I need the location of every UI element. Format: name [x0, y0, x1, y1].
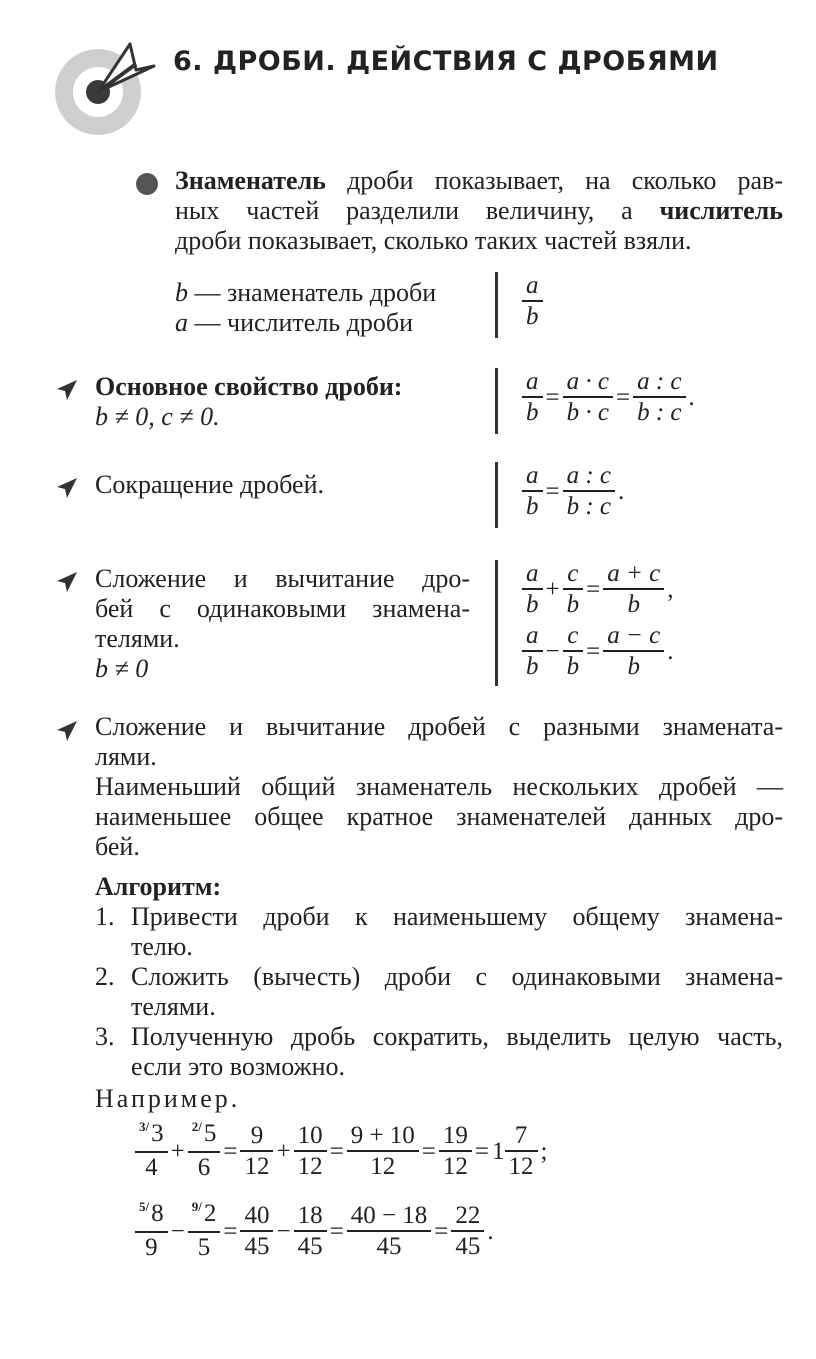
pointer-arrow-icon [55, 719, 79, 743]
reduction-formula: $\frac{a}{b}$ = $\frac{a : c}{b : c}$ . [522, 462, 627, 522]
denominator-var: b [175, 278, 188, 307]
target-logo-icon [52, 40, 158, 140]
lcd-line-2: наименьшее общее кратное знаменателей данных дро- [95, 802, 783, 831]
divider-line [495, 368, 498, 434]
algorithm-step: 1. Привести дроби к наименьшему общему знамена- телю. [95, 902, 783, 961]
example-1: $\frac{^{3/}3}{4}$ + $\frac{^{2/}5}{6}$ = $\frac{9}{12}$ + $\frac{10}{12}$ = $\frac{9 + 10}{12}$ = $\frac{19}{12}$ = 1 $\frac{7}{12}$ ; [135, 1120, 550, 1183]
denominator-text: — знаменатель дроби [194, 278, 437, 307]
same-denominators-block [95, 564, 470, 684]
definition-text-1: дроби показывает, на сколько рав- [325, 166, 783, 195]
divider-line [495, 272, 498, 338]
notation-block [175, 278, 475, 338]
definition-text-3: дроби показывает, сколько таких частей взяли. [175, 226, 692, 255]
reduction-title: Сокращение дробей. [95, 470, 325, 499]
definition-paragraph [175, 166, 783, 256]
basic-property-condition: b ≠ 0, c ≠ 0. [95, 402, 220, 431]
different-denominators-line-1: Сложение и вычитание дробей с разными знамената- [95, 712, 783, 741]
numerator-var: a [175, 308, 188, 337]
same-denominators-line-3: телями. [95, 624, 180, 653]
different-denominators-block [95, 712, 783, 862]
same-denominators-line-2: бей с одинаковыми знамена- [95, 594, 470, 623]
example-2: $\frac{^{5/}8}{9}$ − $\frac{^{9/}2}{5}$ = $\frac{40}{45}$ − $\frac{18}{45}$ = $\frac{40 - 18}{45}$ = $\frac{22}{45}$ . [135, 1200, 497, 1263]
algorithm-list [95, 902, 783, 1082]
pointer-arrow-icon [55, 378, 79, 402]
same-denominators-condition: b ≠ 0 [95, 654, 149, 683]
bullet-icon [136, 173, 158, 195]
algorithm-step: 2. Сложить (вычесть) дроби с одинаковыми знамена- телями. [95, 962, 783, 1021]
term-numerator: числитель [659, 196, 783, 225]
notation-fraction: $\frac{a}{b}$ [522, 272, 543, 332]
lcd-line-1: Наименьший общий знаменатель нескольких дробей — [95, 772, 783, 801]
algorithm-step: 3. Полученную дробь сократить, выделить целую часть, если это возможно. [95, 1022, 783, 1081]
different-denominators-line-2: лями. [95, 742, 157, 771]
algorithm-title: Алгоритм: [95, 872, 222, 901]
basic-property-formula: $\frac{a}{b}$ = $\frac{a \cdot c}{b \cdot c}$ = $\frac{a : c}{b : c}$ . [522, 368, 698, 428]
basic-property-block [95, 372, 475, 432]
basic-property-title: Основное свойство дроби: [95, 372, 403, 401]
example-label: Например. [95, 1084, 241, 1113]
section-heading: 6. ДРОБИ. ДЕЙСТВИЯ С ДРОБЯМИ [173, 46, 719, 77]
divider-line [495, 462, 498, 528]
definition-text-2: ных частей разделили величину, а [175, 196, 660, 225]
same-denominators-line-1: Сложение и вычитание дро- [95, 564, 470, 593]
pointer-arrow-icon [55, 570, 79, 594]
divider-line [495, 560, 498, 686]
numerator-text: — числитель дроби [194, 308, 414, 337]
term-denominator: Знаменатель [175, 166, 326, 195]
pointer-arrow-icon [55, 476, 79, 500]
lcd-line-3: бей. [95, 832, 140, 861]
same-denominators-formula: $\frac{a}{b}$ + $\frac{c}{b}$ = $\frac{a + c}{b}$ , $\frac{a}{b}$ − $\frac{c}{b}$ = $\frac{a - c}{b}$ . [522, 560, 676, 682]
